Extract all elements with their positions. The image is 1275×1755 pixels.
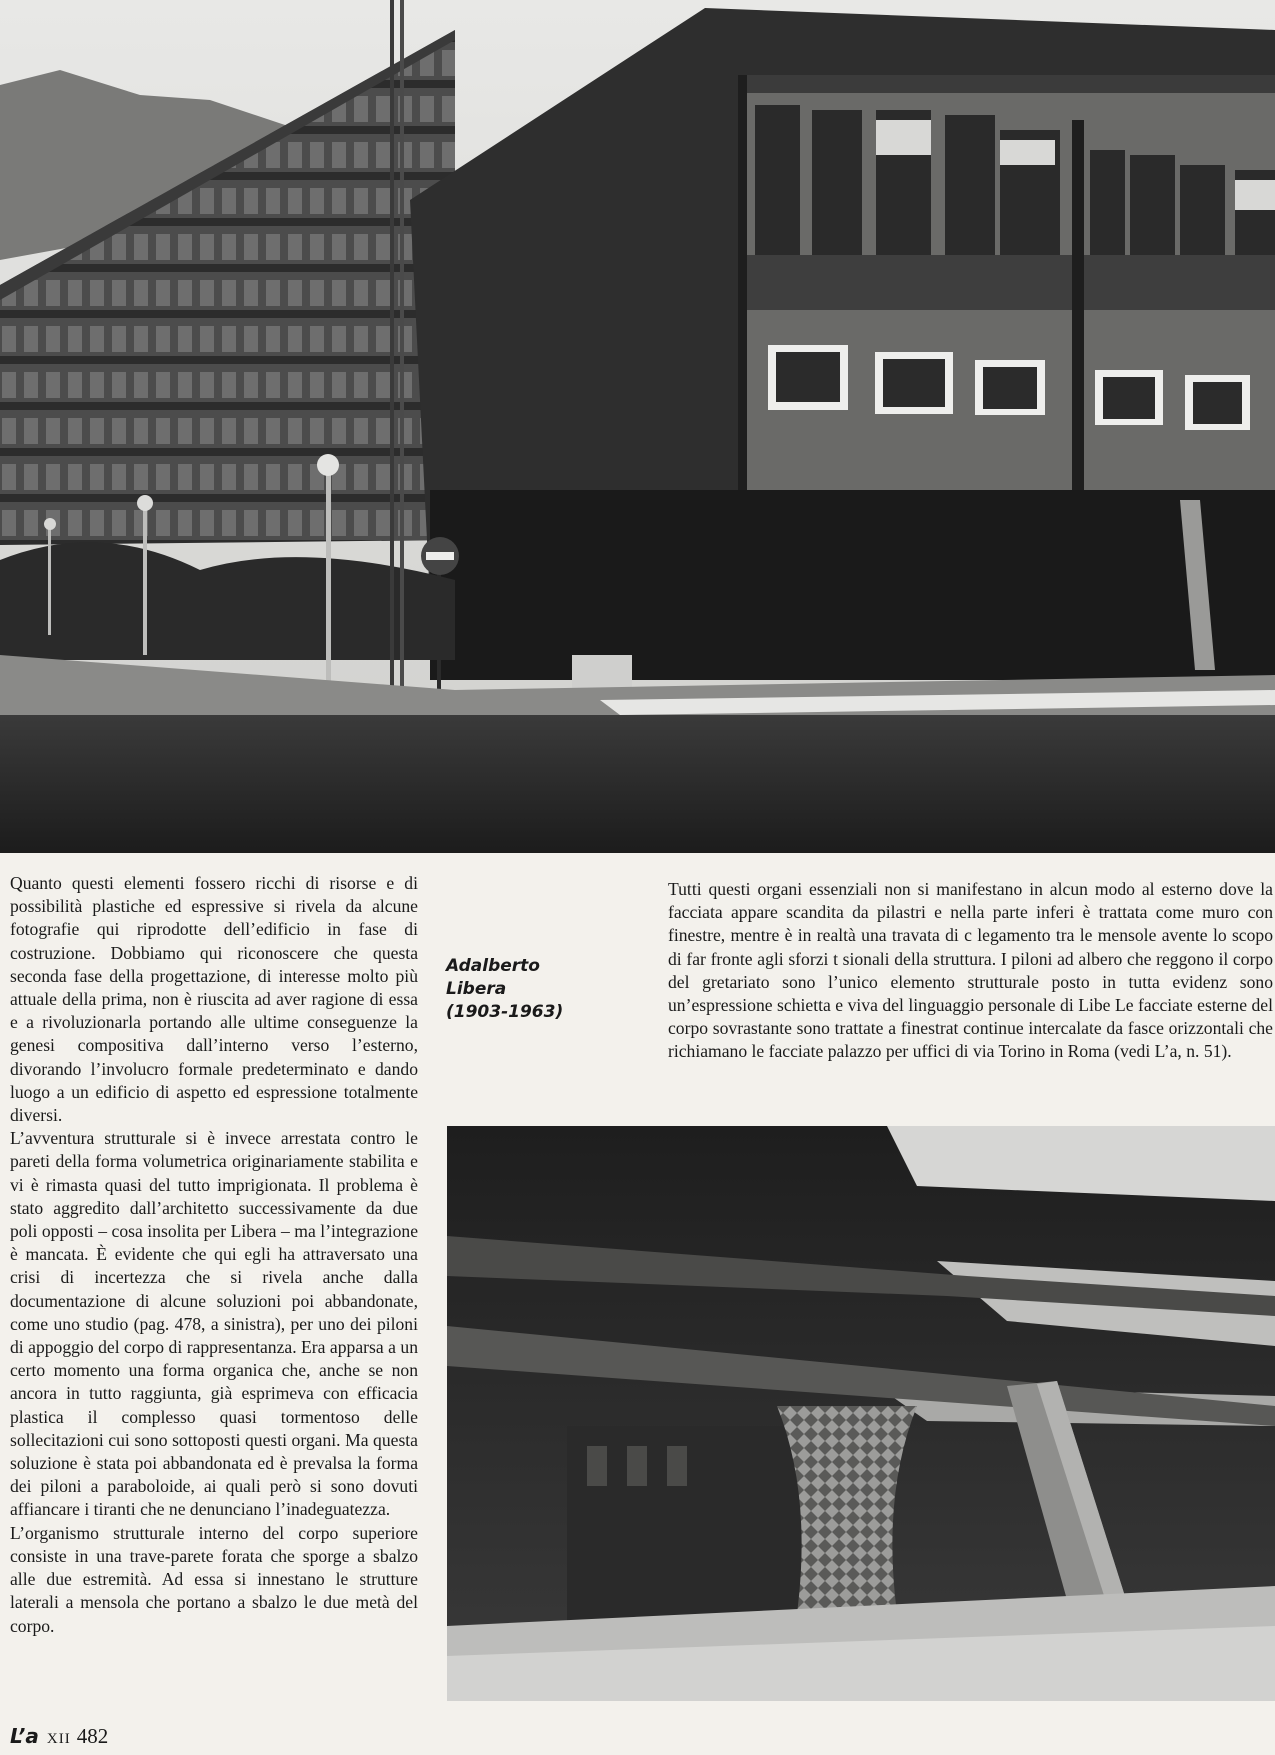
article-paragraph: L’avventura strutturale si è invece arrestata contro le pareti della forma volumetrica originariamente stabilita e vi è rimasta quasi del tutto imprigionata. Il problema è stato aggredito dall’architetto successivamente da due poli opposti – cosa insolita per Libera – ma l’integrazione è mancata. È evidente che qui egli ha attraversato una crisi di incertezza che si rivela anche dalla documentazione di alcune soluzioni poi abbandonate, come uno studio (pag. 478, a sinistra), per uno dei piloni di appoggio del corpo di rappresentanza. Era apparsa a un certo momento una forma organica che, anche se non ancora in tutto raggiunta, già esprimeva con efficacia plastica il complesso quasi tormentoso delle sollecitazioni cui sono sottoposti questi organi. Ma questa soluzione è stata poi abbandonata ed è prevalsa la forma dei piloni a paraboloide, ai quali però si sono dovuti affiancare i tiranti che ne denunciano l’inadeguatezza. <box>10 1128 418 1520</box>
magazine-mark: L’a <box>10 1724 39 1748</box>
article-left-column <box>10 872 418 1638</box>
article-paragraph: Tutti questi organi essenziali non si manifestano in alcun modo al esterno dove la facciata appare scandita da pilastri e nella parte inferi è trattata come muro con finestre, mentre è in realtà una travata di c legamento tra le mensole avente lo scopo di far fronte agli sforzi t sionali della struttura. I piloni ad albero che reggono il corpo del gretariato sono l’unico elemento strutturale posto in tutta evidenz sono un’espressione schietta e viva del linguaggio personale di Libe Le facciate esterne del corpo sovrastante sono trattate a finestrat continue intercalate da fasce orizzontali che richiamano le facciate palazzo per uffici di via Torino in Roma (vedi L’a, n. 51). <box>668 879 1273 1062</box>
architect-first-name: Adalberto <box>446 956 540 976</box>
article-paragraph: L’organismo strutturale interno del corpo superiore consiste in una trave-parete forata che sporge a sbalzo alle due estremità. Ad essa si innestano le strutture laterali a mensola che portano a sbalzo le due metà del corpo. <box>10 1522 418 1636</box>
volume-number: XII <box>46 1731 71 1747</box>
building-exterior-photo <box>0 0 1275 853</box>
architect-dates: (1903-1963) <box>446 1002 564 1022</box>
pillars-photo <box>447 1126 1275 1701</box>
article-paragraph: Quanto questi elementi fossero ricchi di risorse e di possibilità plastiche ed espressive si rivela da alcune fotografie qui riprodotte dell’edificio in fase di costruzione. Dobbiamo qui riconoscere che questa seconda fase della progettazione, di interesse molto più attuale della prima, non è riuscita ad aver ragione di essa e a rivoluzionarla portando alle ultime conseguenze la genesi compositiva dall’interno verso l’esterno, divorando l’involucro formale predeterminato e dando luogo a un edificio di aspetto ed espressione totalmente diversi. <box>10 873 418 1126</box>
architect-caption <box>446 955 596 1024</box>
building-exterior-illustration <box>0 0 1275 853</box>
architect-surname: Libera <box>446 979 507 999</box>
article-right-column <box>668 878 1273 1064</box>
page-footer <box>10 1724 108 1749</box>
pillars-illustration <box>447 1126 1275 1701</box>
page-number: 482 <box>76 1724 109 1748</box>
